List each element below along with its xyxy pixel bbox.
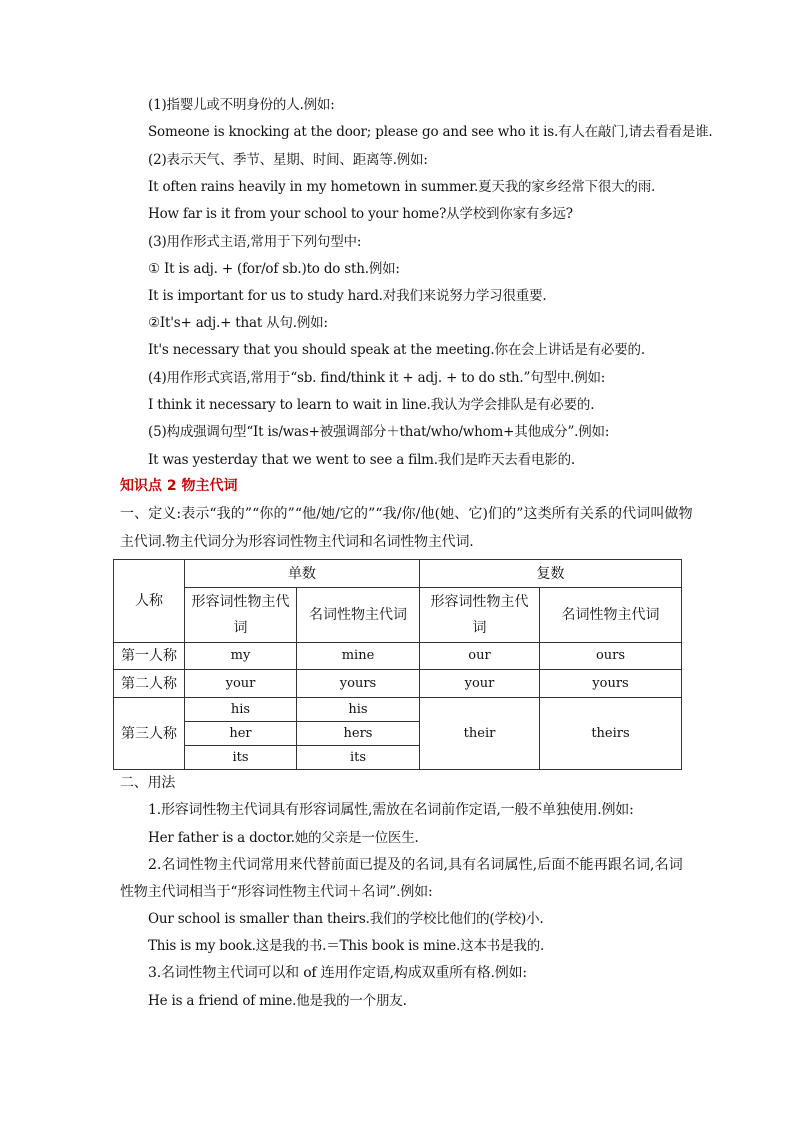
cell-sg-noun: its <box>297 746 420 770</box>
item2-example-2: How far is it from your school to your home?从学校到你家有多远? <box>148 206 573 222</box>
cell-sg-noun: his <box>297 698 420 722</box>
cell-sg-adj: his <box>185 698 297 722</box>
usage-2-line-2: 性物主代词相当于“形容词性物主代词＋名词”.例如: <box>120 884 433 900</box>
cell-sg-adj: my <box>185 643 297 670</box>
cell-pl-adj: your <box>420 670 540 698</box>
pattern2-example: It's necessary that you should speak at the meeting.你在会上讲话是有必要的. <box>148 342 645 358</box>
item2-example-1: It often rains heavily in my hometown in summer.夏天我的家乡经常下很大的雨. <box>148 179 656 195</box>
item5-title: (5)构成强调句型“It is/was+被强调部分＋that/who/whom+其他成分”.例如: <box>148 424 610 440</box>
cell-pl-noun: ours <box>540 643 682 670</box>
usage-2-example-1: Our school is smaller than theirs.我们的学校比他们的(学校)小. <box>148 911 544 927</box>
usage-1-example: Her father is a doctor.她的父亲是一位医生. <box>148 830 419 846</box>
cell-pl-adj: their <box>420 698 540 770</box>
pattern1: ① It is adj. + (for/of sb.)to do sth.例如: <box>148 261 400 277</box>
cell-sg-noun: yours <box>297 670 420 698</box>
cell-sg-adj: its <box>185 746 297 770</box>
possessive-pronoun-table <box>113 559 682 770</box>
definition-line-1: 一、定义:表示“我的”“你的”“他/她/它的”“我/你/他(她、它)们的”这类所有关系的代词叫做物 <box>120 506 693 522</box>
header-plural-adjective: 形容词性物主代词 <box>420 588 540 643</box>
cell-sg-adj: her <box>185 722 297 746</box>
table-row-first-person <box>114 643 682 670</box>
row-label: 第三人称 <box>114 698 185 770</box>
row-label: 第一人称 <box>114 643 185 670</box>
cell-pl-noun: yours <box>540 670 682 698</box>
cell-sg-noun: mine <box>297 643 420 670</box>
header-plural-noun: 名词性物主代词 <box>540 588 682 643</box>
pattern1-example: It is important for us to study hard.对我们来说努力学习很重要. <box>148 288 547 304</box>
usage-1: 1.形容词性物主代词具有形容词属性,需放在名词前作定语,一般不单独使用.例如: <box>148 802 634 818</box>
item2-title: (2)表示天气、季节、星期、时间、距离等.例如: <box>148 152 428 168</box>
pattern2: ②It's+ adj.+ that 从句.例如: <box>148 315 328 331</box>
item4-title: (4)用作形式宾语,常用于“sb. find/think it + adj. + to do sth.”句型中.例如: <box>148 370 606 386</box>
header-singular: 单数 <box>185 560 420 588</box>
header-singular-adjective: 形容词性物主代词 <box>185 588 297 643</box>
section-heading: 知识点 2 物主代词 <box>120 478 238 494</box>
usage-3-example: He is a friend of mine.他是我的一个朋友. <box>148 993 407 1009</box>
item3-title: (3)用作形式主语,常用于下列句型中: <box>148 234 362 250</box>
header-singular-noun: 名词性物主代词 <box>297 588 420 643</box>
item1-title: (1)指婴儿或不明身份的人.例如: <box>148 97 335 113</box>
usage-2-line-1: 2.名词性物主代词常用来代替前面已提及的名词,具有名词属性,后面不能再跟名词,名词 <box>148 857 683 873</box>
cell-pl-noun: theirs <box>540 698 682 770</box>
usage-title: 二、用法 <box>120 775 176 791</box>
item4-example: I think it necessary to learn to wait in line.我认为学会排队是有必要的. <box>148 397 595 413</box>
definition-line-2: 主代词.物主代词分为形容词性物主代词和名词性物主代词. <box>120 534 474 550</box>
table-row-second-person <box>114 670 682 698</box>
usage-2-example-2: This is my book.这是我的书.＝This book is mine.这本书是我的. <box>148 938 545 954</box>
cell-sg-adj: your <box>185 670 297 698</box>
usage-3: 3.名词性物主代词可以和 of 连用作定语,构成双重所有格.例如: <box>148 965 527 981</box>
header-plural: 复数 <box>420 560 682 588</box>
row-label: 第二人称 <box>114 670 185 698</box>
cell-sg-noun: hers <box>297 722 420 746</box>
header-person: 人称 <box>114 560 185 643</box>
cell-pl-adj: our <box>420 643 540 670</box>
item1-example: Someone is knocking at the door; please go and see who it is.有人在敲门,请去看看是谁. <box>148 124 713 140</box>
item5-example: It was yesterday that we went to see a film.我们是昨天去看电影的. <box>148 452 575 468</box>
table-row-third-person <box>114 698 682 722</box>
